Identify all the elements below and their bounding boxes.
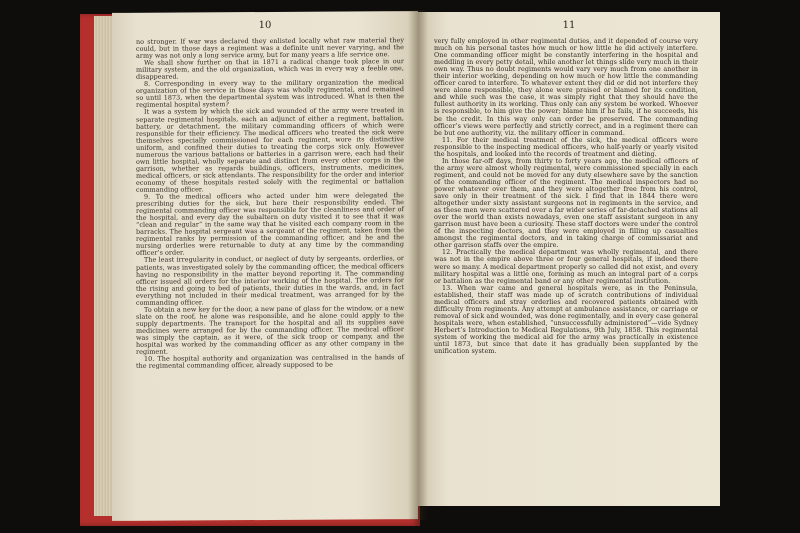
left-page-text [136,37,404,370]
right-page [418,12,720,506]
right-page-text [434,38,698,355]
paragraph: The least irregularity in conduct, or neglect of duty by sergeants, orderlies, or patients, was investigated solely by the commanding officer, the medical officers having no responsibility in the matter beyond reporting it. The commanding officer issued all orders for the interior working of the hospital. The orders for the rising and going to bed of patients, their duties in the wards, and, in fact everything not included in their medical treatment, was arranged for by the commanding officer. [136,254,404,307]
paragraph: 13. When war came and general hospitals were, as in the Peninsula, established, their staff was made up of scratch contributions of individual medical officers and stray orderlies and recovered patients obtained with difficulty from regiments. Any attempt at ambulance assistance, or carriage or removal of sick and wounded, was done regimentally, and in every case general hospitals were, when established, “unsuccessfully administered”—vide Sydney Herbert’s Introduction to Medical Regulations, 9th July, 1858. This regimental system of working the medical aid for the army was practically in existence until 1873, but since that date it has gradually been supplanted by the unification system. [434,283,698,356]
paragraph: no stronger. If war was declared they enlisted locally what raw material they could, but in those days a regiment was a definite unit never varying, and the army was not only a long service army, but for many years a life service one. [136,36,404,60]
paragraph: To obtain a new key for the door, a new pane of glass for the window, or a new slate on the roof, he alone was responsible, and he alone could apply to the supply departments. The transport for the hospital and all its supplies save medicines were arranged for by the commanding officer. The medical officer was simply the captain, as it were, of the sick troop or company, and the hospital was worked by the commanding officer as any other company in the regiment. [136,303,404,356]
left-page-number: 10 [258,19,272,32]
paragraph: 11. For their medical treatment of the sick, the medical officers were responsible to the inspecting medical officers, who half-yearly or yearly visited the hospitals, and looked into the records of treatment and dieting. [434,135,698,158]
paragraph: In those far-off days, from thirty to forty years ago, the medical officers of the army were almost wholly regimental, were commissioned specially in each regiment, and could not be moved for any duty elsewhere save by the sanction of the commanding officer of the regiment. The medical inspectors had no power whatever over them, and they were altogether free from his control, save only in their treatment of the sick. I find that in 1844 there were altogether under sixty assistant surgeons not in regiments in the service, and as these men were scattered over a far wider series of far-detached stations all over the world than exists nowadays, even one staff assistant surgeon in any garrison must have been a curiosity. These staff doctors were under the control of the inspecting doctors, and they were employed in filling up casualties amongst the regimental doctors, and in taking charge of commissariat and other garrison staffs over the empire. [434,156,698,250]
paragraph: 12. Practically the medical department was wholly regimental, and there was not in the empire above three or four general hospitals, if indeed there were so many. A medical department properly so called did not exist, and every military hospital was a little one, forming as much an integral part of a corps or battalion as the regimental band or any other regimental institution. [434,248,698,285]
paragraph: It was a system by which the sick and wounded of the army were treated in separate regimental hospitals, each an adjunct of either a regiment, battalion, battery, or detachment, the military commanding officers of which were responsible for their efficiency. The medical officers who treated the sick were themselves specially commissioned for each regiment, wore its distinctive uniform, and confined their duties to treating the corps sick only. However numerous the various battalions or batteries in a garrison were, each had their own little hospital, wholly separate and distinct from every other corps in the garrison, whether as regards buildings, officers, instruments, medicines, medical officers, or sick attendants. The responsibility for the order and interior economy of these hospitals rested solely with the regimental or battalion commanding officer. [136,106,404,194]
paragraph: 10. The hospital authority and organization was centralised in the hands of the regimental commanding officer, already supposed to be [136,353,404,370]
book-gutter [408,10,428,520]
right-page-number: 11 [562,20,576,31]
paragraph: 9. To the medical officers who acted under him were delegated the prescribing duties for the sick, but here their responsibility ended. The regimental commanding officer was responsible for the cleanliness and order of the hospital, and every day the subaltern on duty visited it to see that it was “clean and regular” in the same way that he visited each company room in the barracks. The hospital sergeant was a sergeant of the regiment, taken from the regimental ranks by permission of the commanding officer, and he and the nursing orderlies were returnable to duty at any time by the commanding officer’s order. [136,191,404,258]
paragraph: We shall show further on that in 1871 a radical change took place in our military system, and the old organization, which was in every way a feeble one, disappeared. [136,57,404,82]
left-page [112,11,418,521]
paragraph: very fully employed in other regimental duties, and it depended of course very much on his personal tastes how much or how little he did actively interfere. One commanding officer might be constantly interfering in the hospital and meddling in every petty detail, while another let things slide very much in their own way. Thus no doubt regiments would vary very much from one another in their interior working, depending on how much or how little the commanding officer cared to interfere. To whatever extent they did or did not interfere they were alone responsible, they alone were praised or blamed for its condition, and while such was the case, it was simply right that they should have the fullest authority in its working. Thus only can any system be worked. Whoever is responsible, to him give the power; blame him if he fails, if he succeeds, his be the credit. In this way only can order be preserved. The commanding officer’s views were perfectly and strictly correct, and in a regiment there can be but one authority, viz. the military officer in command. [434,37,698,137]
paragraph: 8. Corresponding in every way to the military organization the medical organization of the service in those days was wholly regimental, and remained so until 1873, when the departmental system was introduced. What is then the regimental hospital system? [136,78,404,110]
